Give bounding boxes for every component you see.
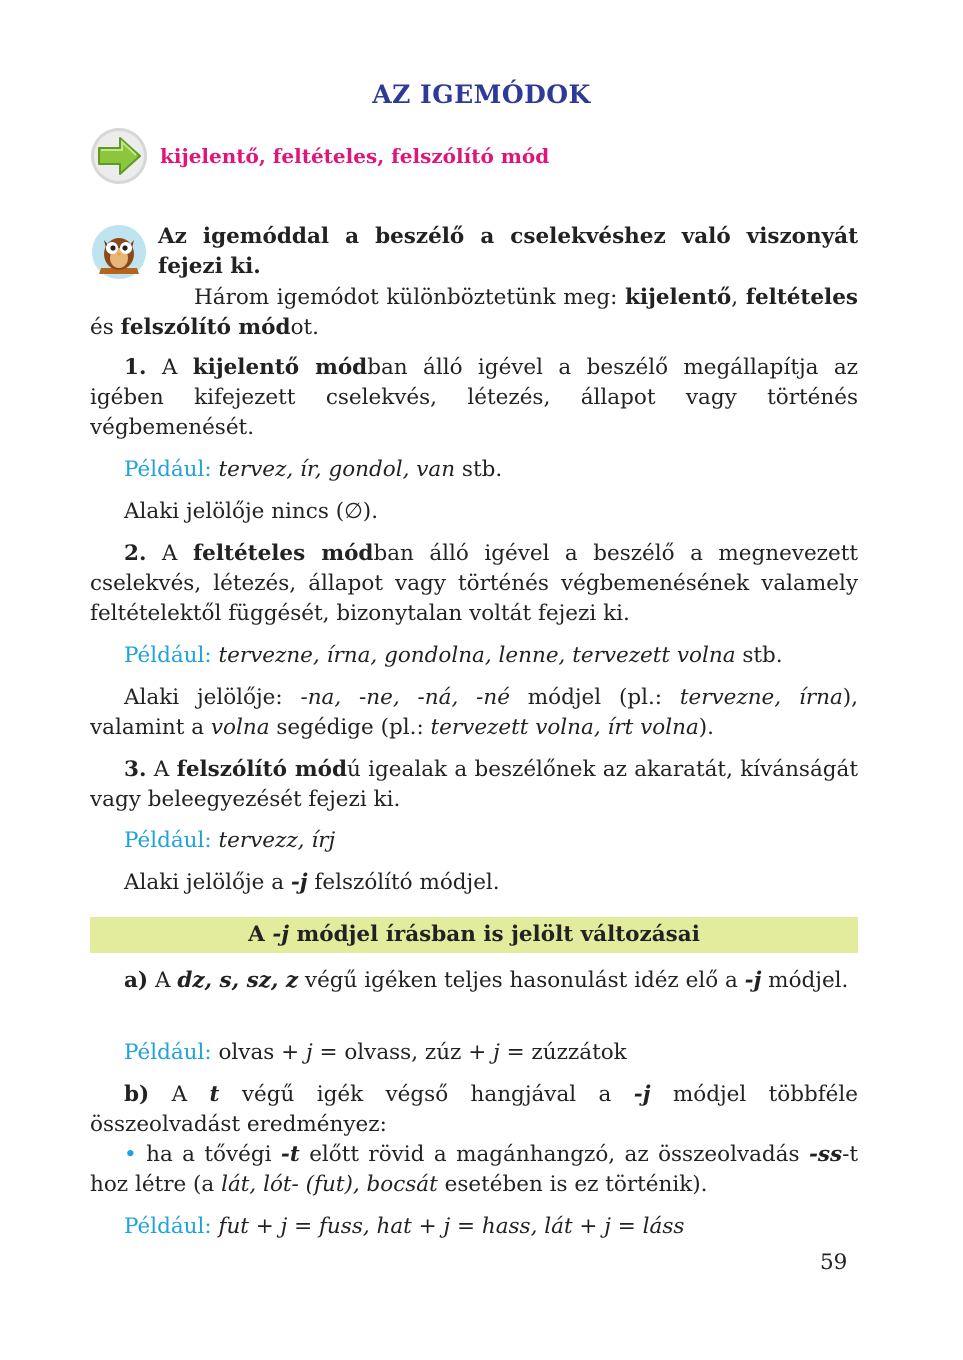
- section-3-marker: Alaki jelölője a -j felszólító módjel.: [124, 870, 500, 895]
- topic-subtitle: kijelentő, feltételes, felszólító mód: [160, 144, 550, 168]
- example-label: Például:: [124, 828, 212, 853]
- part-b-bullet-item: • ha a tővégi -t előtt rövid a magánhangzó, az összeolvadás -ss-t hoz létre (a lát, lót- (fut), bocsát esetében is ez történik).: [90, 1142, 858, 1197]
- owl-icon: [91, 224, 147, 280]
- section-1-paragraph: 1. A kijelentő módban álló igével a beszélő megállapítja az igében kifejezett cselekvés, létezés, állapot vagy történés végbemenését.: [90, 355, 858, 440]
- part-a-example: Például: olvas + j = olvass, zúz + j = zúzzátok: [124, 1040, 627, 1065]
- part-a-paragraph: a) A dz, s, sz, z végű igéken teljes hasonulást idéz elő a -j módjel.: [124, 968, 849, 993]
- topic-row: [90, 126, 549, 186]
- section-2-marker: Alaki jelölője: -na, -ne, -ná, -né módjel (pl.: tervezne, írna), valamint a volna segédige (pl.: tervezett volna, írt volna).: [90, 685, 858, 740]
- example-label: Például:: [124, 1040, 212, 1065]
- section-2-paragraph: 2. A feltételes módban álló igével a beszélő a megnevezett cselekvés, létezés, állapot vagy történés végbemenésének valamely feltételektől függését, bizonytalan voltát fejezi ki.: [90, 541, 859, 626]
- bullet-icon: •: [124, 1142, 137, 1167]
- green-arrow-icon: [90, 127, 148, 185]
- example-label: Például:: [124, 457, 212, 482]
- section-2-example: Például: tervezne, írna, gondolna, lenne, tervezett volna stb.: [124, 643, 783, 668]
- page-number: 59: [820, 1250, 848, 1275]
- section-banner: A -j módjel írásban is jelölt változásai: [90, 917, 858, 953]
- part-b-example: Például: fut + j = fuss, hat + j = hass, lát + j = láss: [124, 1214, 685, 1239]
- section-3-example: Például: tervezz, írj: [124, 828, 336, 853]
- intro-paragraph: Három igemódot különböztetünk meg: kijelentő, feltételes és felszólító módot.: [90, 285, 858, 340]
- section-1-example: Például: tervez, ír, gondol, van stb.: [124, 457, 503, 482]
- section-1-marker: Alaki jelölője nincs (∅).: [124, 499, 379, 524]
- example-label: Például:: [124, 1214, 212, 1239]
- intro-definition: Az igemóddal a beszélő a cselekvéshez való viszonyát fejezi ki.: [158, 224, 858, 279]
- section-3-paragraph: 3. A felszólító módú igealak a beszélőnek az akaratát, kívánságát vagy beleegyezését fejezi ki.: [90, 757, 858, 812]
- page-title: AZ IGEMÓDOK: [372, 80, 591, 109]
- part-b-paragraph: b) A t végű igék végső hangjával a -j módjel többféle összeolvadást eredményez:: [90, 1082, 859, 1137]
- example-label: Például:: [124, 643, 212, 668]
